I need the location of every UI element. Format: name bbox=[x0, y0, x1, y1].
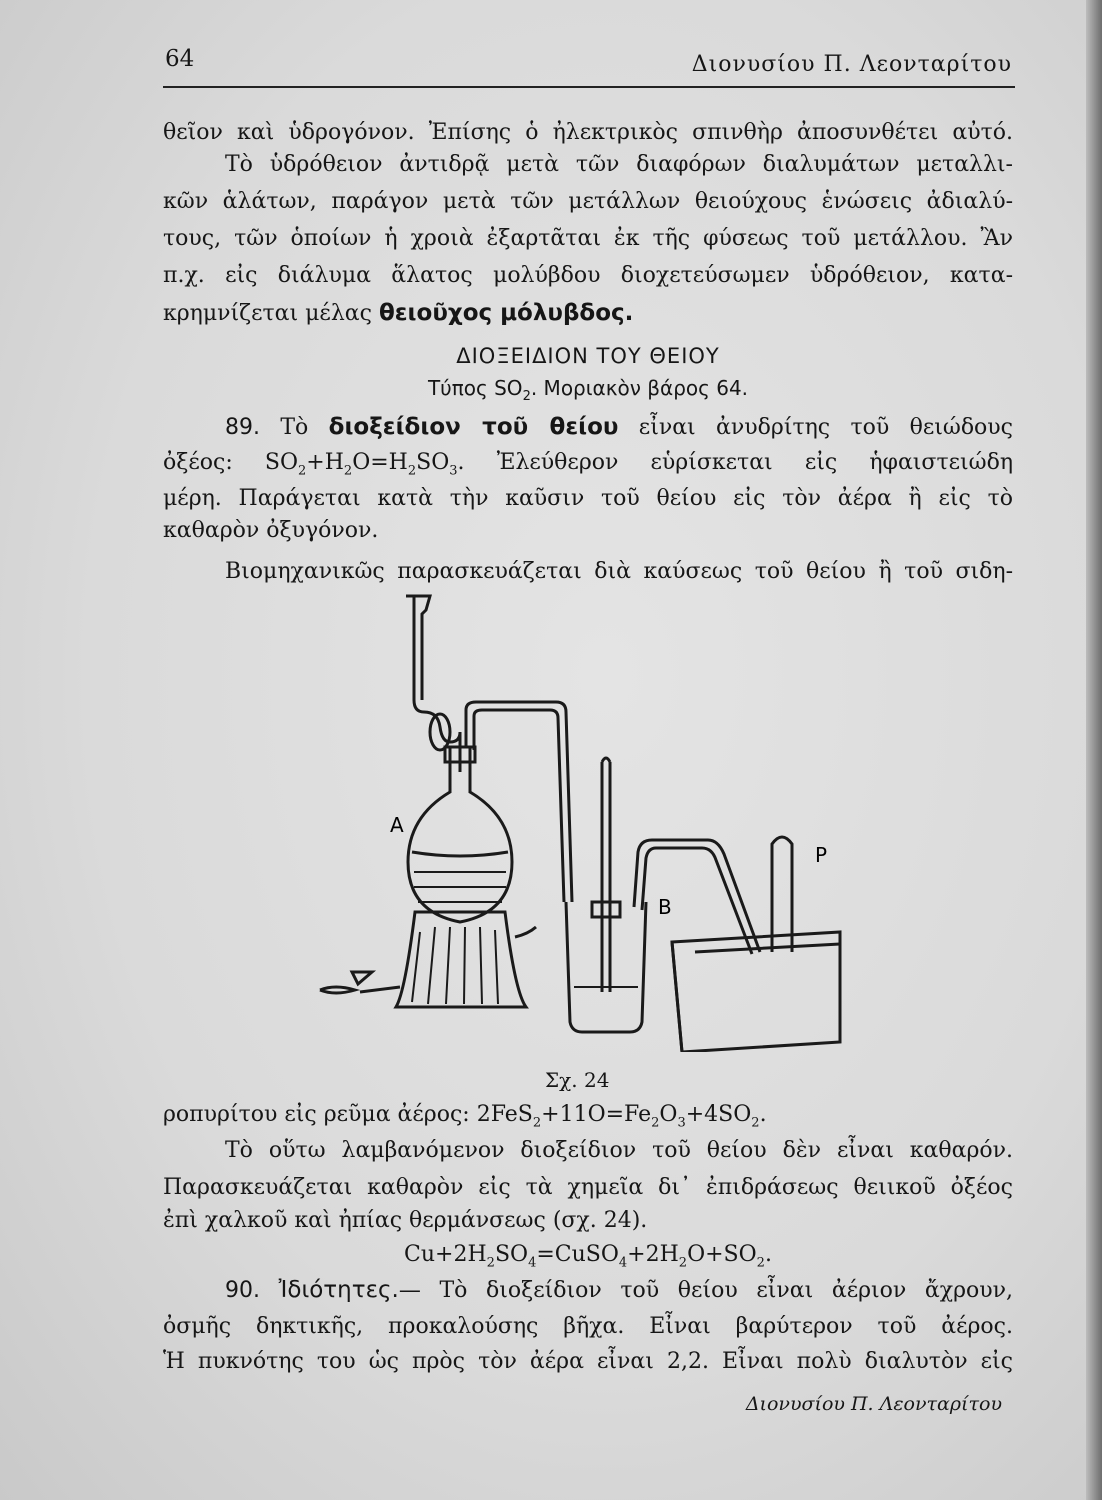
section-heading: Ἰδιότητες. bbox=[278, 1277, 399, 1303]
trough-inner bbox=[672, 942, 840, 1052]
text-line: Ἡ πυκνότης του ὡς πρὸς τὸν ἀέρα εἶναι 2,2. Εἶναι πολὺ διαλυτὸν εἰς bbox=[163, 1349, 1013, 1374]
text: κρημνίζεται μέλας bbox=[163, 301, 379, 326]
text: =CuSO bbox=[536, 1242, 619, 1267]
para-90-line1 bbox=[225, 1275, 1013, 1306]
side-handle bbox=[515, 927, 536, 937]
text: Cu+2H bbox=[404, 1242, 487, 1267]
text: +11O=Fe bbox=[541, 1102, 652, 1127]
text: . bbox=[764, 1242, 772, 1267]
flask-liquid bbox=[412, 852, 508, 856]
running-title: Διονυσίου Π. Λεονταρίτου bbox=[691, 52, 1012, 77]
subscript: 4 bbox=[618, 1255, 628, 1271]
paragraph-number: 89. bbox=[225, 415, 260, 440]
text-line: τους, τῶν ὁποίων ἡ χροιὰ ἐξαρτᾶται ἐκ τῆς φύσεως τοῦ μετάλλου. Ἂν bbox=[163, 226, 1013, 251]
text-line: κῶν ἁλάτων, παράγον μετὰ τῶν μετάλλων θειούχους ἑνώσεις ἀδιαλύ- bbox=[163, 189, 1013, 214]
text-line: θεῖον καὶ ὑδρογόνον. Ἐπίσης ὁ ἠλεκτρικὸς σπινθὴρ ἀποσυνθέτει αὐτό. bbox=[163, 120, 1013, 145]
bold-term: διοξείδιον τοῦ θείου bbox=[328, 414, 619, 440]
equation-line-2 bbox=[163, 1240, 1013, 1278]
figure-caption: Σχ. 24 bbox=[545, 1068, 610, 1092]
thermometer bbox=[602, 758, 610, 992]
text-line: Τὸ ὑδρόθειον ἀντιδρᾷ μετὰ τῶν διαφόρων διαλυμάτων μεταλλι- bbox=[225, 152, 1013, 177]
header-rule bbox=[163, 86, 1015, 88]
text: O bbox=[659, 1102, 678, 1127]
subscript: 3 bbox=[677, 1115, 686, 1131]
delivery-tube-b bbox=[634, 840, 760, 952]
text: SO bbox=[494, 1242, 529, 1267]
text: +4SO bbox=[685, 1102, 752, 1127]
subscript: 2 bbox=[678, 1255, 688, 1271]
text-line: π.χ. εἰς διάλυμα ἅλατος μολύβδου διοχετεύσωμεν ὑδρόθειον, κατα- bbox=[163, 263, 1013, 288]
author-signature: Διονυσίου Π. Λεονταρίτου bbox=[745, 1393, 1002, 1415]
subscript: 2 bbox=[343, 463, 353, 479]
subscript: 2 bbox=[522, 389, 531, 404]
label-b: B bbox=[658, 895, 672, 919]
flask-a bbox=[408, 747, 512, 922]
subscript: 2 bbox=[651, 1115, 660, 1131]
bold-term: θειοῦχος μόλυβδος. bbox=[378, 300, 634, 326]
text: — Τὸ διοξείδιον τοῦ θείου εἶναι ἀέριον ἄχρουν, bbox=[398, 1278, 1014, 1303]
text-line: Βιομηχανικῶς παρασκευάζεται διὰ καύσεως τοῦ θείου ἢ τοῦ σιδη- bbox=[225, 559, 1013, 584]
subscript: 2 bbox=[486, 1255, 495, 1271]
text-line: μέρη. Παράγεται κατὰ τὴν καῦσιν τοῦ θείου εἰς τὸν ἀέρα ἢ εἰς τὸ bbox=[163, 486, 1013, 511]
text: +2H bbox=[627, 1242, 679, 1267]
subscript: 2 bbox=[532, 1115, 542, 1131]
section-subtitle bbox=[163, 373, 1013, 412]
stand-hatching bbox=[412, 927, 498, 1004]
label-p: P bbox=[815, 843, 828, 867]
text: O+SO bbox=[687, 1242, 757, 1267]
text-line: καθαρὸν ὀξυγόνον. bbox=[163, 518, 379, 543]
wash-beaker bbox=[566, 902, 646, 1032]
burner-stand bbox=[396, 912, 526, 1007]
text-line: Τὸ οὕτω λαμβανόμενον διοξείδιον τοῦ θείου δὲν εἶναι καθαρόν. bbox=[225, 1138, 1013, 1163]
page-number: 64 bbox=[165, 46, 195, 72]
text-line bbox=[163, 298, 1013, 329]
subscript: 2 bbox=[756, 1255, 765, 1271]
subscript: 2 bbox=[407, 463, 417, 479]
text: ὀξέος: SO bbox=[163, 450, 299, 475]
text: +H bbox=[306, 450, 344, 475]
text-line: Παρασκευάζεται καθαρὸν εἰς τὰ χημεῖα δι᾽ ἐπιδράσεως θειικοῦ ὀξέος bbox=[163, 1175, 1013, 1200]
subscript: 2 bbox=[298, 463, 307, 479]
apparatus-figure bbox=[300, 592, 860, 1052]
page-edge-shadow bbox=[1086, 0, 1102, 1500]
beaker-stopper bbox=[592, 902, 620, 917]
gas-inlet bbox=[320, 987, 355, 993]
subtitle-rest: . Μοριακὸν βάρος 64. bbox=[530, 376, 749, 400]
funnel-tube bbox=[406, 596, 430, 700]
text: . bbox=[759, 1102, 767, 1127]
section-title: ΔΙΟΞΕΙΔΙΟΝ ΤΟΥ ΘΕΙΟΥ bbox=[456, 344, 720, 368]
subscript: 3 bbox=[449, 463, 458, 479]
label-a: A bbox=[390, 813, 404, 837]
text: O=H bbox=[352, 450, 408, 475]
text: ροπυρίτου εἰς ρεῦμα ἀέρος: 2FeS bbox=[163, 1102, 533, 1127]
flask-liquid-lines bbox=[414, 872, 506, 902]
equation-line-1 bbox=[163, 1100, 1013, 1138]
para-89-line2 bbox=[163, 448, 1013, 486]
text-line: ὀσμῆς δηκτικῆς, προκαλούσης βῆχα. Εἶναι βαρύτερον τοῦ ἀέρος. bbox=[163, 1314, 1013, 1339]
stopcock bbox=[352, 972, 400, 992]
text: εἶναι ἀνυδρίτης τοῦ θειώδους bbox=[638, 415, 1013, 440]
text: SO bbox=[416, 450, 450, 475]
text-line: ἐπὶ χαλκοῦ καὶ ἠπίας θερμάνσεως (σχ. 24). bbox=[163, 1208, 648, 1233]
paragraph-number: 90. bbox=[225, 1278, 260, 1303]
text: Τὸ bbox=[280, 415, 309, 440]
subscript: 2 bbox=[751, 1115, 760, 1131]
text: . Ἐλεύθερον εὑρίσκεται εἰς ἡφαιστειώδη bbox=[457, 450, 1013, 475]
subtitle-text: Τύπος SO bbox=[427, 376, 523, 400]
para-89-line1 bbox=[225, 412, 1013, 443]
subscript: 4 bbox=[528, 1255, 537, 1271]
